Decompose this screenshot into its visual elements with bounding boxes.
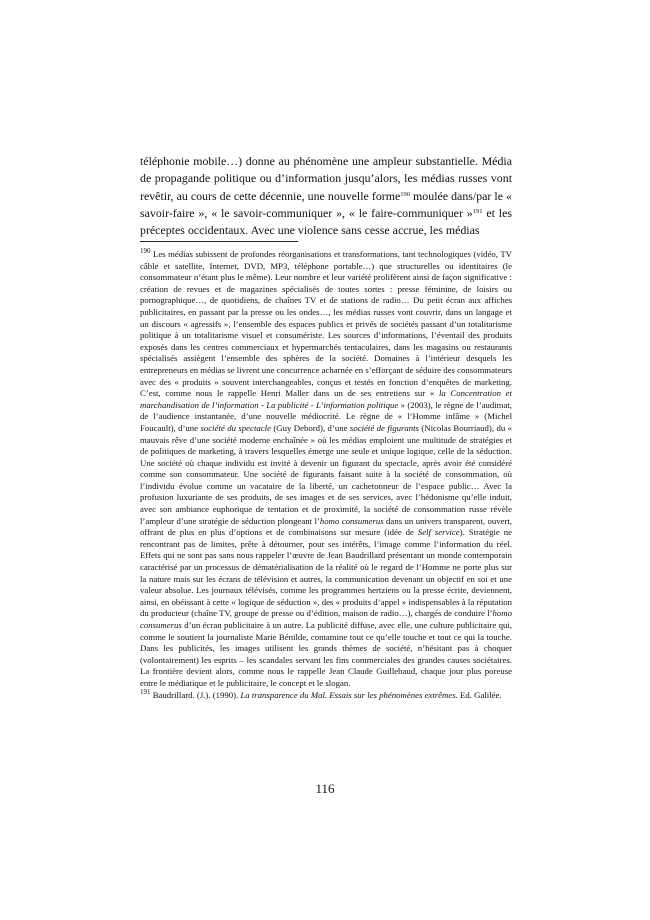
body-text-segment: et les préceptes occidentaux. Avec une violence sans cesse accrue, les médias	[140, 205, 512, 238]
footnote-191: $^{191}$ Baudrillard. (J.). (1990). La transparence du Mal. Essais sur les phénomènes extrêmes. Ed. Galilée.	[140, 687, 502, 700]
page-number: 116	[315, 781, 335, 796]
footnote-number: 190	[140, 247, 151, 255]
footnote-ref-190[interactable]: 190	[400, 190, 411, 198]
footnotes	[140, 249, 512, 701]
body-text-segment: moulée dans/par le « savoir-faire », « le savoir-communiquer », « le faire-communiquer »	[140, 188, 513, 220]
body-text-segment: téléphonie mobile…) donne au phénomène une ampleur substantielle. Média de propagande politique ou d’information jusqu’alors, les médias russes vont revêtir, au cours de cette décennie, une nouvelle forme	[140, 154, 512, 203]
footnote-190: $^{190}$ Les médias subissent de profondes réorganisations et transformations, tant technologiques (vidéo, TV câble et satellite, Internet, DVD, MP3, téléphone portable…) que structurelles ou identitaires (le consommateur n’étant plus le même). Leur nombre et leur variété prolifèrent ainsi de façon significative : création de revues et de magazines spécialisés de toutes sortes : presse féminine, de loisirs ou pornographique…, de quotidiens, de chaînes TV et de stations de radio… Du petit écran aux affiches publicitaires, en passant par la presse ou les ondes…, les médias russes vont couvrir, dans un langage et un discours « agressifs », l’ensemble des espaces publics et privés de sociétés passant d’un totalitarisme politique à un totalitarisme visuel et consumériste. Les sources d’informations, l’éventail des produits exposés dans les centres commerciaux et hypermarchés tentaculaires, dans les magasins ou restaurants spécialisés assiègent l’ensemble des sphères de la société. Domaines à l’intérieur desquels les entrepreneurs en médias se livrent une concurrence acharnée en s’efforçant de séduire des consommateurs avec des « produits » souvent interchangeables, conçus et testés en fonction d’enquêtes de marketing. C’est, comme nous le rappelle Henri Maller dans un de ses entretiens sur « la Concentration et marchandisation de l’information - La publicité - L’information politique » (2003), le règne de l’audimat, de l’audience instantanée, d’une nouvelle médiocrité. Le règne de « l’Homme infâme » (Michel Foucault), d’une société du spectacle (Guy Debord), d’une société de figurants (Nicolas Bourriaud), du « mauvais rêve d’une société moderne enchaînée » où les médias emploient une multitude de stratégies et de politiques de marketing, à travers lesquelles émerge une seule et unique logique, celle de la séduction. Une société où chaque individu est invité à devenir un figurant du spectacle, après avoir été considéré comme son consommateur. Une société de figurants faisant suite à la société de consommation, où l’individu évolue comme un vacataire de la liberté, un cachetonneur de l’espace public… Avec la profusion luxuriante de ses produits, de ses images et de ses services, avec l’hédonisme qu’elle induit, avec son ambiance euphorique de tentation et de proximité, la société de consommation russe révèle l’ampleur d’une stratégie de séduction plongeant l’homo consumerus dans un univers transparent, ouvert, offrant de plus en plus d’options et de combinaisons sur mesure (idée de Self service). Stratégie ne rencontrant pas de limites, prête à détourner, pour ses intérêts, l’image comme l’information du réel. Effets qui ne sont pas sans nous rappeler l’œuvre de Jean Baudrillard présentant un monde contemporain caractérisé par un processus de dématérialisation de la réalité où le regard de l’Homme ne porte plus sur la nature mais sur les écrans de télévision et autres, la communication devenant un objectif en soi et une valeur absolue. Les journaux télévisés, comme les programmes hertziens ou la presse écrite, deviennent, ainsi, en obéissant à cette « logique de séduction », des « produits d’appel » indispensables à la réputation du producteur (chaîne TV, groupe de presse ou d’édition, maison de radio…), chargés de conduire l’homo consumerus d’un écran publicitaire à un autre. La publicité diffuse, avec elle, une culture publicitaire qui, comme le soutient la journaliste Marie Bénilde, contamine tout ce qu’elle touche et tout ce qui la touche. Dans les publicités, les images utilisent les grands thèmes de société, n’hésitant pas à choquer (volontairement) les esprits – les scandales servant les fins commerciales des grandes causes sociétaires. La frontière devient alors, comme nous le rappelle Jean Claude Guillebaud, chaque jour plus poreuse entre le médiatique et le publicitaire, le concept et le slogan.	[140, 247, 512, 688]
footnote-separator	[140, 241, 298, 242]
body-paragraph	[140, 153, 512, 239]
footnote-number: 191	[140, 687, 151, 696]
footnote-ref-191[interactable]: 191	[472, 207, 483, 215]
